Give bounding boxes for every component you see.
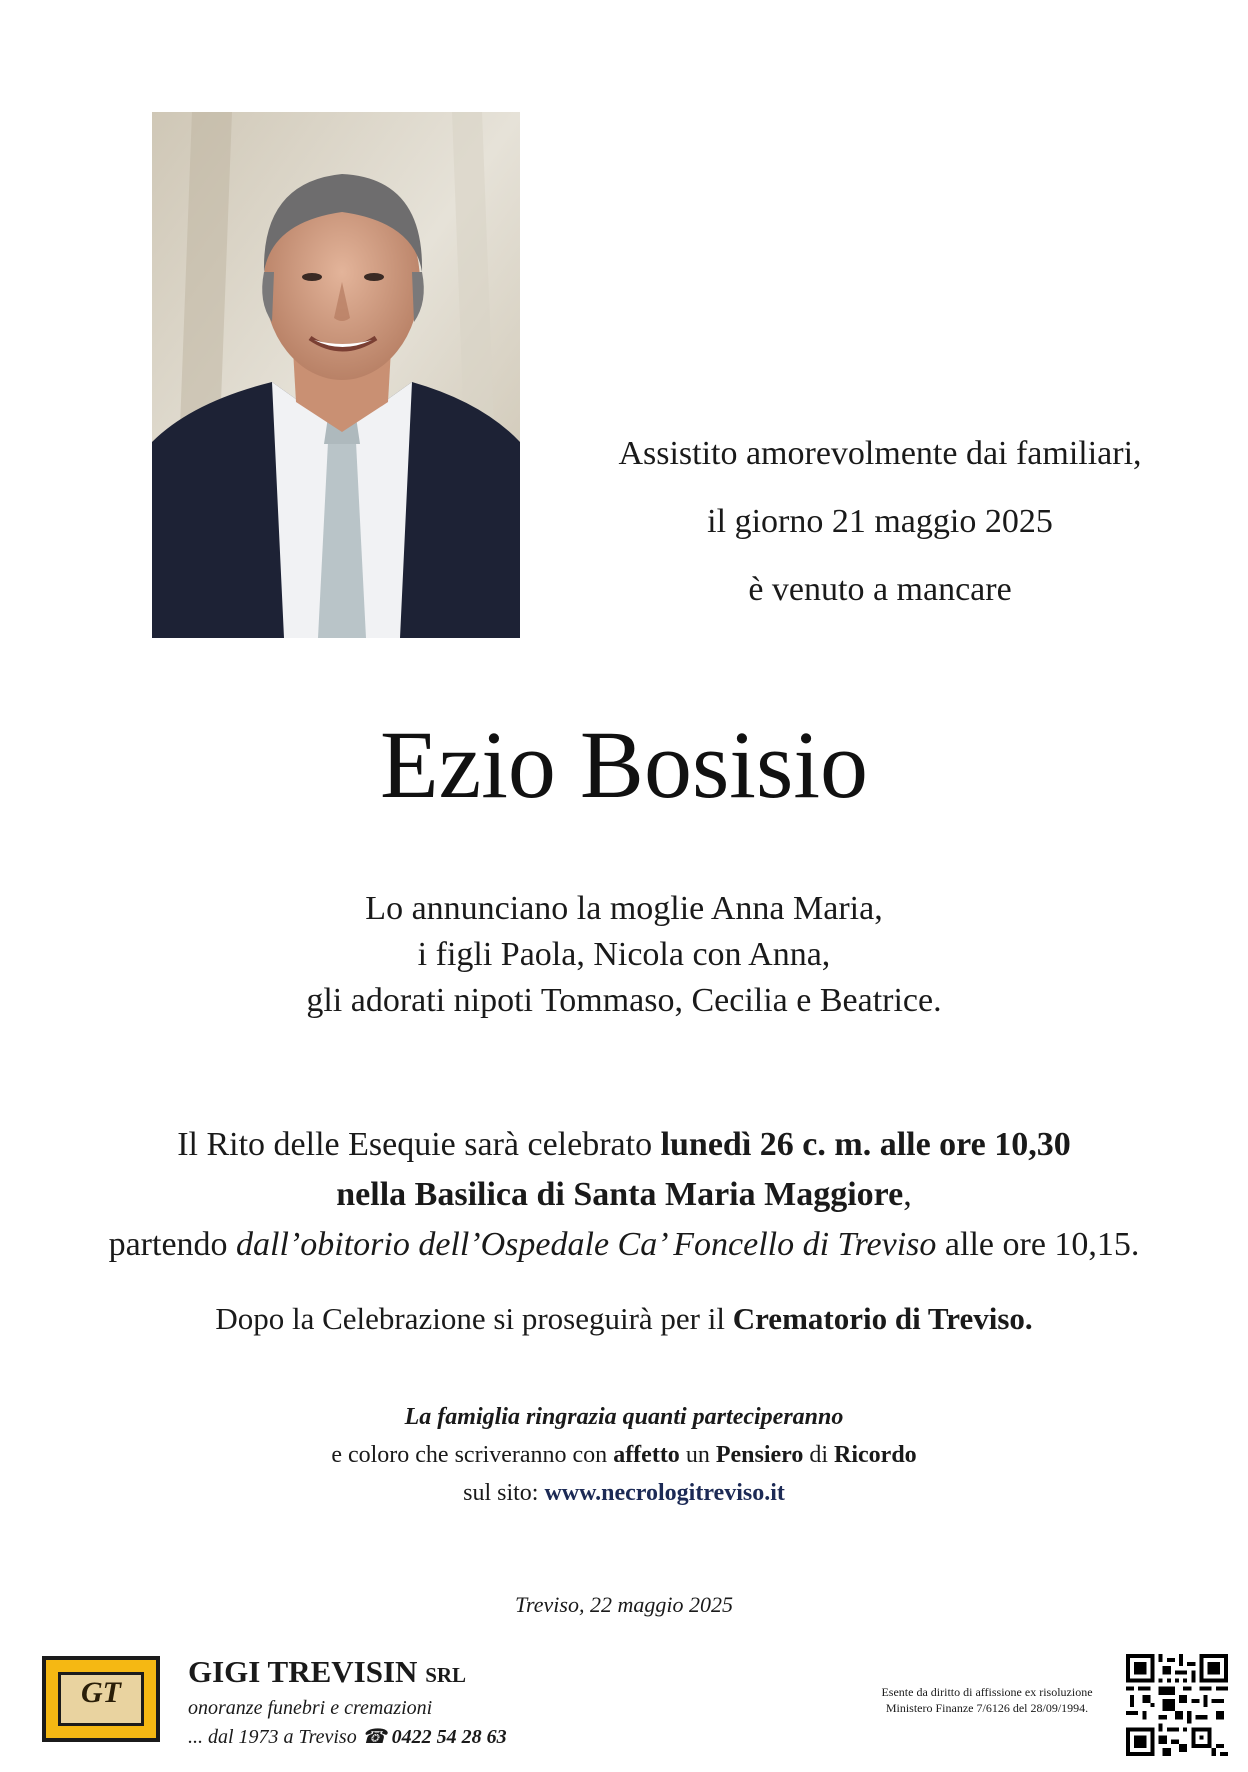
funeral-location: nella Basilica di Santa Maria Maggiore xyxy=(336,1176,904,1213)
after-text: Dopo la Celebrazione si proseguirà per il xyxy=(215,1301,733,1336)
thanks-text-e: di xyxy=(803,1442,835,1468)
portrait-photo xyxy=(152,112,520,638)
thanks-text-a: e coloro che scriveranno con xyxy=(331,1442,614,1468)
funeral-line-3-start: partendo xyxy=(108,1226,237,1263)
crematorium: Crematorio di Treviso. xyxy=(732,1301,1033,1336)
thanks-line-1 xyxy=(0,1398,1248,1436)
website-link[interactable]: www.necrologitreviso.it xyxy=(544,1480,785,1506)
thanks-headline: La famiglia ringrazia quanti parteciperanno xyxy=(404,1404,844,1430)
funeral-date-time: lunedì 26 c. m. alle ore 10,30 xyxy=(660,1126,1071,1163)
thanks-block xyxy=(0,1398,1248,1512)
logo-monogram: GT xyxy=(81,1676,121,1709)
deceased-name: Ezio Bosisio xyxy=(379,711,868,818)
company-logo xyxy=(42,1656,160,1742)
intro-line-2: il giorno 21 maggio 2025 xyxy=(707,503,1053,540)
after-ceremony xyxy=(0,1294,1248,1344)
intro-text xyxy=(560,420,1200,624)
thanks-text-c: un xyxy=(679,1442,716,1468)
funeral-line-3-end: alle ore 10,15. xyxy=(936,1226,1140,1263)
company-name: GIGI TREVISIN xyxy=(188,1654,418,1689)
company-name-line xyxy=(188,1654,588,1693)
thanks-ricordo: Ricordo xyxy=(834,1442,917,1468)
funeral-departure-place: dall’obitorio dell’Ospedale Ca’ Foncello di Treviso xyxy=(236,1226,937,1263)
website-label: sul sito: xyxy=(463,1480,545,1506)
funeral-details xyxy=(0,1120,1248,1270)
qr-code-icon xyxy=(1126,1654,1228,1756)
funeral-line-3 xyxy=(0,1220,1248,1270)
thanks-affetto: affetto xyxy=(613,1442,680,1468)
funeral-line-2-punct: , xyxy=(903,1176,912,1213)
legal-line-2: Ministero Finanze 7/6126 del 28/09/1994. xyxy=(885,1701,1089,1715)
thanks-pensiero: Pensiero xyxy=(715,1442,804,1468)
legal-line-1: Esente da diritto di affissione ex risoluzione xyxy=(881,1685,1093,1699)
place-date: Treviso, 22 maggio 2025 xyxy=(515,1592,733,1617)
company-since: ... dal 1973 a Treviso xyxy=(188,1726,357,1748)
company-info xyxy=(188,1654,588,1751)
company-suffix: SRL xyxy=(425,1663,467,1687)
qr-code[interactable] xyxy=(1126,1654,1228,1756)
family-line-3: gli adorati nipoti Tommaso, Cecilia e Beatrice. xyxy=(306,982,942,1019)
family-line-1: Lo annunciano la moglie Anna Maria, xyxy=(365,890,883,927)
company-phone: 0422 54 28 63 xyxy=(391,1726,507,1748)
thanks-line-2 xyxy=(0,1436,1248,1474)
portrait-image xyxy=(152,112,520,638)
thanks-line-3 xyxy=(0,1474,1248,1512)
intro-line-1: Assistito amorevolmente dai familiari, xyxy=(618,435,1142,472)
company-tagline: onoranze funebri e cremazioni xyxy=(188,1697,433,1719)
funeral-line-2 xyxy=(0,1170,1248,1220)
phone-icon: ☎ xyxy=(361,1726,387,1748)
funeral-line-1 xyxy=(0,1120,1248,1170)
intro-line-3: è venuto a mancare xyxy=(748,571,1012,608)
family-announcement xyxy=(0,886,1248,1024)
funeral-line-1-text: Il Rito delle Esequie sarà celebrato xyxy=(177,1126,661,1163)
legal-note xyxy=(862,1684,1112,1716)
company-since-line xyxy=(188,1723,588,1751)
family-line-2: i figli Paola, Nicola con Anna, xyxy=(417,936,831,973)
